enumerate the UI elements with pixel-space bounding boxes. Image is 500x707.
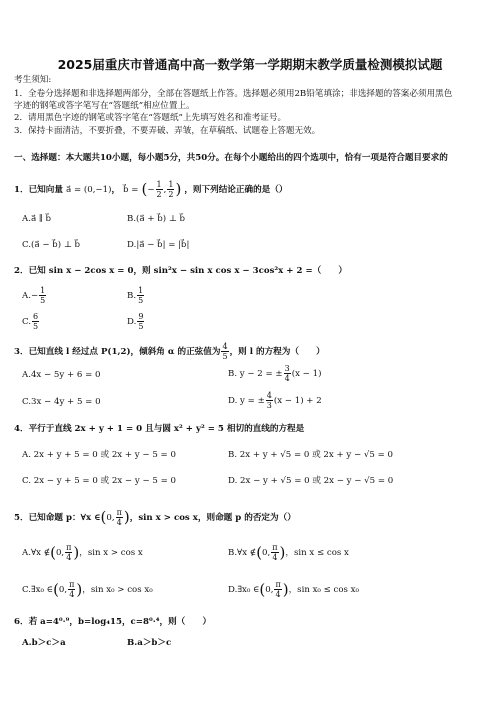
notice-item-1-cont: 字迹的钢笔或答字笔写在“答题纸”相应位置上。 <box>14 101 195 111</box>
q3-sine-fraction: $\frac{4}{5}$ <box>222 342 228 361</box>
q5-option-a[interactable]: A.∀x ∉(0, $\frac{\pi}{4}$ )，sin x > cos x <box>22 543 143 562</box>
q1-vector-b-label: b⃗ = <box>123 185 139 195</box>
q3-option-d[interactable]: D. y = ± $\frac{4}{3}$ (x − 1) + 2 <box>228 391 322 410</box>
q1-separator: ， <box>111 185 121 195</box>
q6-option-a[interactable]: A.b＞c＞a <box>22 638 66 648</box>
question-2-stem: 2．已知 sin x − 2cos x = 0，则 sin²x − sin x cos x − 3cos²x + 2 =（ ） <box>14 266 348 276</box>
q1-stem-start: 1．已知向量 <box>14 185 63 195</box>
question-5-stem: 5．已知命题 p：∀x ∈(0, $\frac{\pi}{4}$ )，sin x > cos x，则命题 p 的否定为（） <box>14 508 296 527</box>
section-heading: 一、选择题：本大题共10小题，每小题5分，共50分。在每个小题给出的四个选项中，恰有一项是符合题目要求的 <box>14 153 448 163</box>
q4-option-b[interactable]: B. 2x + y + √5 = 0 或 2x + y − √5 = 0 <box>228 450 393 460</box>
question-4-stem: 4．平行于直线 2x + y + 1 = 0 且与圆 x² + y² = 5 相切的直线的方程是 <box>14 424 305 434</box>
q2-option-c[interactable]: C. $\frac{6}{5}$ <box>22 312 39 331</box>
notice-heading: 考生须知: <box>14 75 52 85</box>
question-3-stem: 3．已知直线 l 经过点 P(1,2)，倾斜角 α 的正弦值为 $\frac{4}{5}$ ，则 l 的方程为（ ） <box>14 342 325 361</box>
page-title: 2025届重庆市普通高中高一数学第一学期期末教学质量检测模拟试题 <box>57 57 443 72</box>
q1-option-c[interactable]: C.(a⃗ − b⃗) ⊥ b⃗ <box>22 240 81 250</box>
question-6-stem: 6．若 a=4⁰·⁹，b=log₄15，c=8⁰·⁴，则（ ） <box>14 617 212 627</box>
q1-option-b[interactable]: B.(a⃗ + b⃗) ⊥ b⃗ <box>127 214 186 224</box>
notice-item-2: 2．请用黑色字迹的钢笔或答字笔在“答题纸”上先填写姓名和准考证号。 <box>14 113 287 123</box>
q1-b-x-fraction: $\frac{1}{2}$ <box>156 180 162 199</box>
q1-vector-a: a⃗ = (0,−1) <box>65 185 112 195</box>
q3-option-b[interactable]: B. y − 2 = ± $\frac{3}{4}$ (x − 1) <box>228 364 322 383</box>
q4-option-c[interactable]: C. 2x − y + 5 = 0 或 2x − y − 5 = 0 <box>22 476 176 486</box>
q5-option-c[interactable]: C.∃x₀ ∈(0, $\frac{\pi}{4}$ )，sin x₀ > cos x₀ <box>22 580 153 599</box>
q2-option-d[interactable]: D. $\frac{9}{5}$ <box>127 312 144 331</box>
notice-item-3: 3．保持卡面清洁，不要折叠，不要弄破、弄皱，在草稿纸、试题卷上答题无效。 <box>14 126 321 136</box>
q2-option-a[interactable]: A.− $\frac{1}{5}$ <box>22 286 46 305</box>
q4-option-a[interactable]: A. 2x + y + 5 = 0 或 2x + y − 5 = 0 <box>22 450 176 460</box>
notice-item-1: 1．全卷分选择题和非选择题两部分，全部在答题纸上作答。选择题必须用2B铅笔填涂；非选择题的答案必须用黑色 <box>14 89 453 99</box>
q1-option-a[interactable]: A.a⃗ ∥ b⃗ <box>22 214 52 224</box>
q1-stem-end: ，则下列结论正确的是（） <box>184 185 288 195</box>
q1-b-y-fraction: $\frac{1}{2}$ <box>168 180 174 199</box>
q3-option-c[interactable]: C.3x − 4y + 5 = 0 <box>22 397 101 407</box>
question-1-stem: 1．已知向量 a⃗ = (0,−1)， b⃗ = (− $\frac{1}{2}$ , $\frac{1}{2}$ ) ，则下列结论正确的是（） <box>14 180 288 199</box>
q1-option-d[interactable]: D.|a⃗ − b⃗| = |b⃗| <box>127 240 190 250</box>
q3-option-a[interactable]: A.4x − 5y + 6 = 0 <box>22 370 101 380</box>
q1-b-x-sign: − <box>147 185 155 195</box>
q2-option-b[interactable]: B. $\frac{1}{5}$ <box>127 286 144 305</box>
q5-option-d[interactable]: D.∃x₀ ∈(0, $\frac{\pi}{4}$ )，sin x₀ ≤ cos x₀ <box>228 580 359 599</box>
q6-option-b[interactable]: B.a＞b＞c <box>127 638 172 648</box>
q4-option-d[interactable]: D. 2x − y + √5 = 0 或 2x − y − √5 = 0 <box>228 476 394 486</box>
q5-option-b[interactable]: B.∀x ∉(0, $\frac{\pi}{4}$ )，sin x ≤ cos x <box>228 543 349 562</box>
